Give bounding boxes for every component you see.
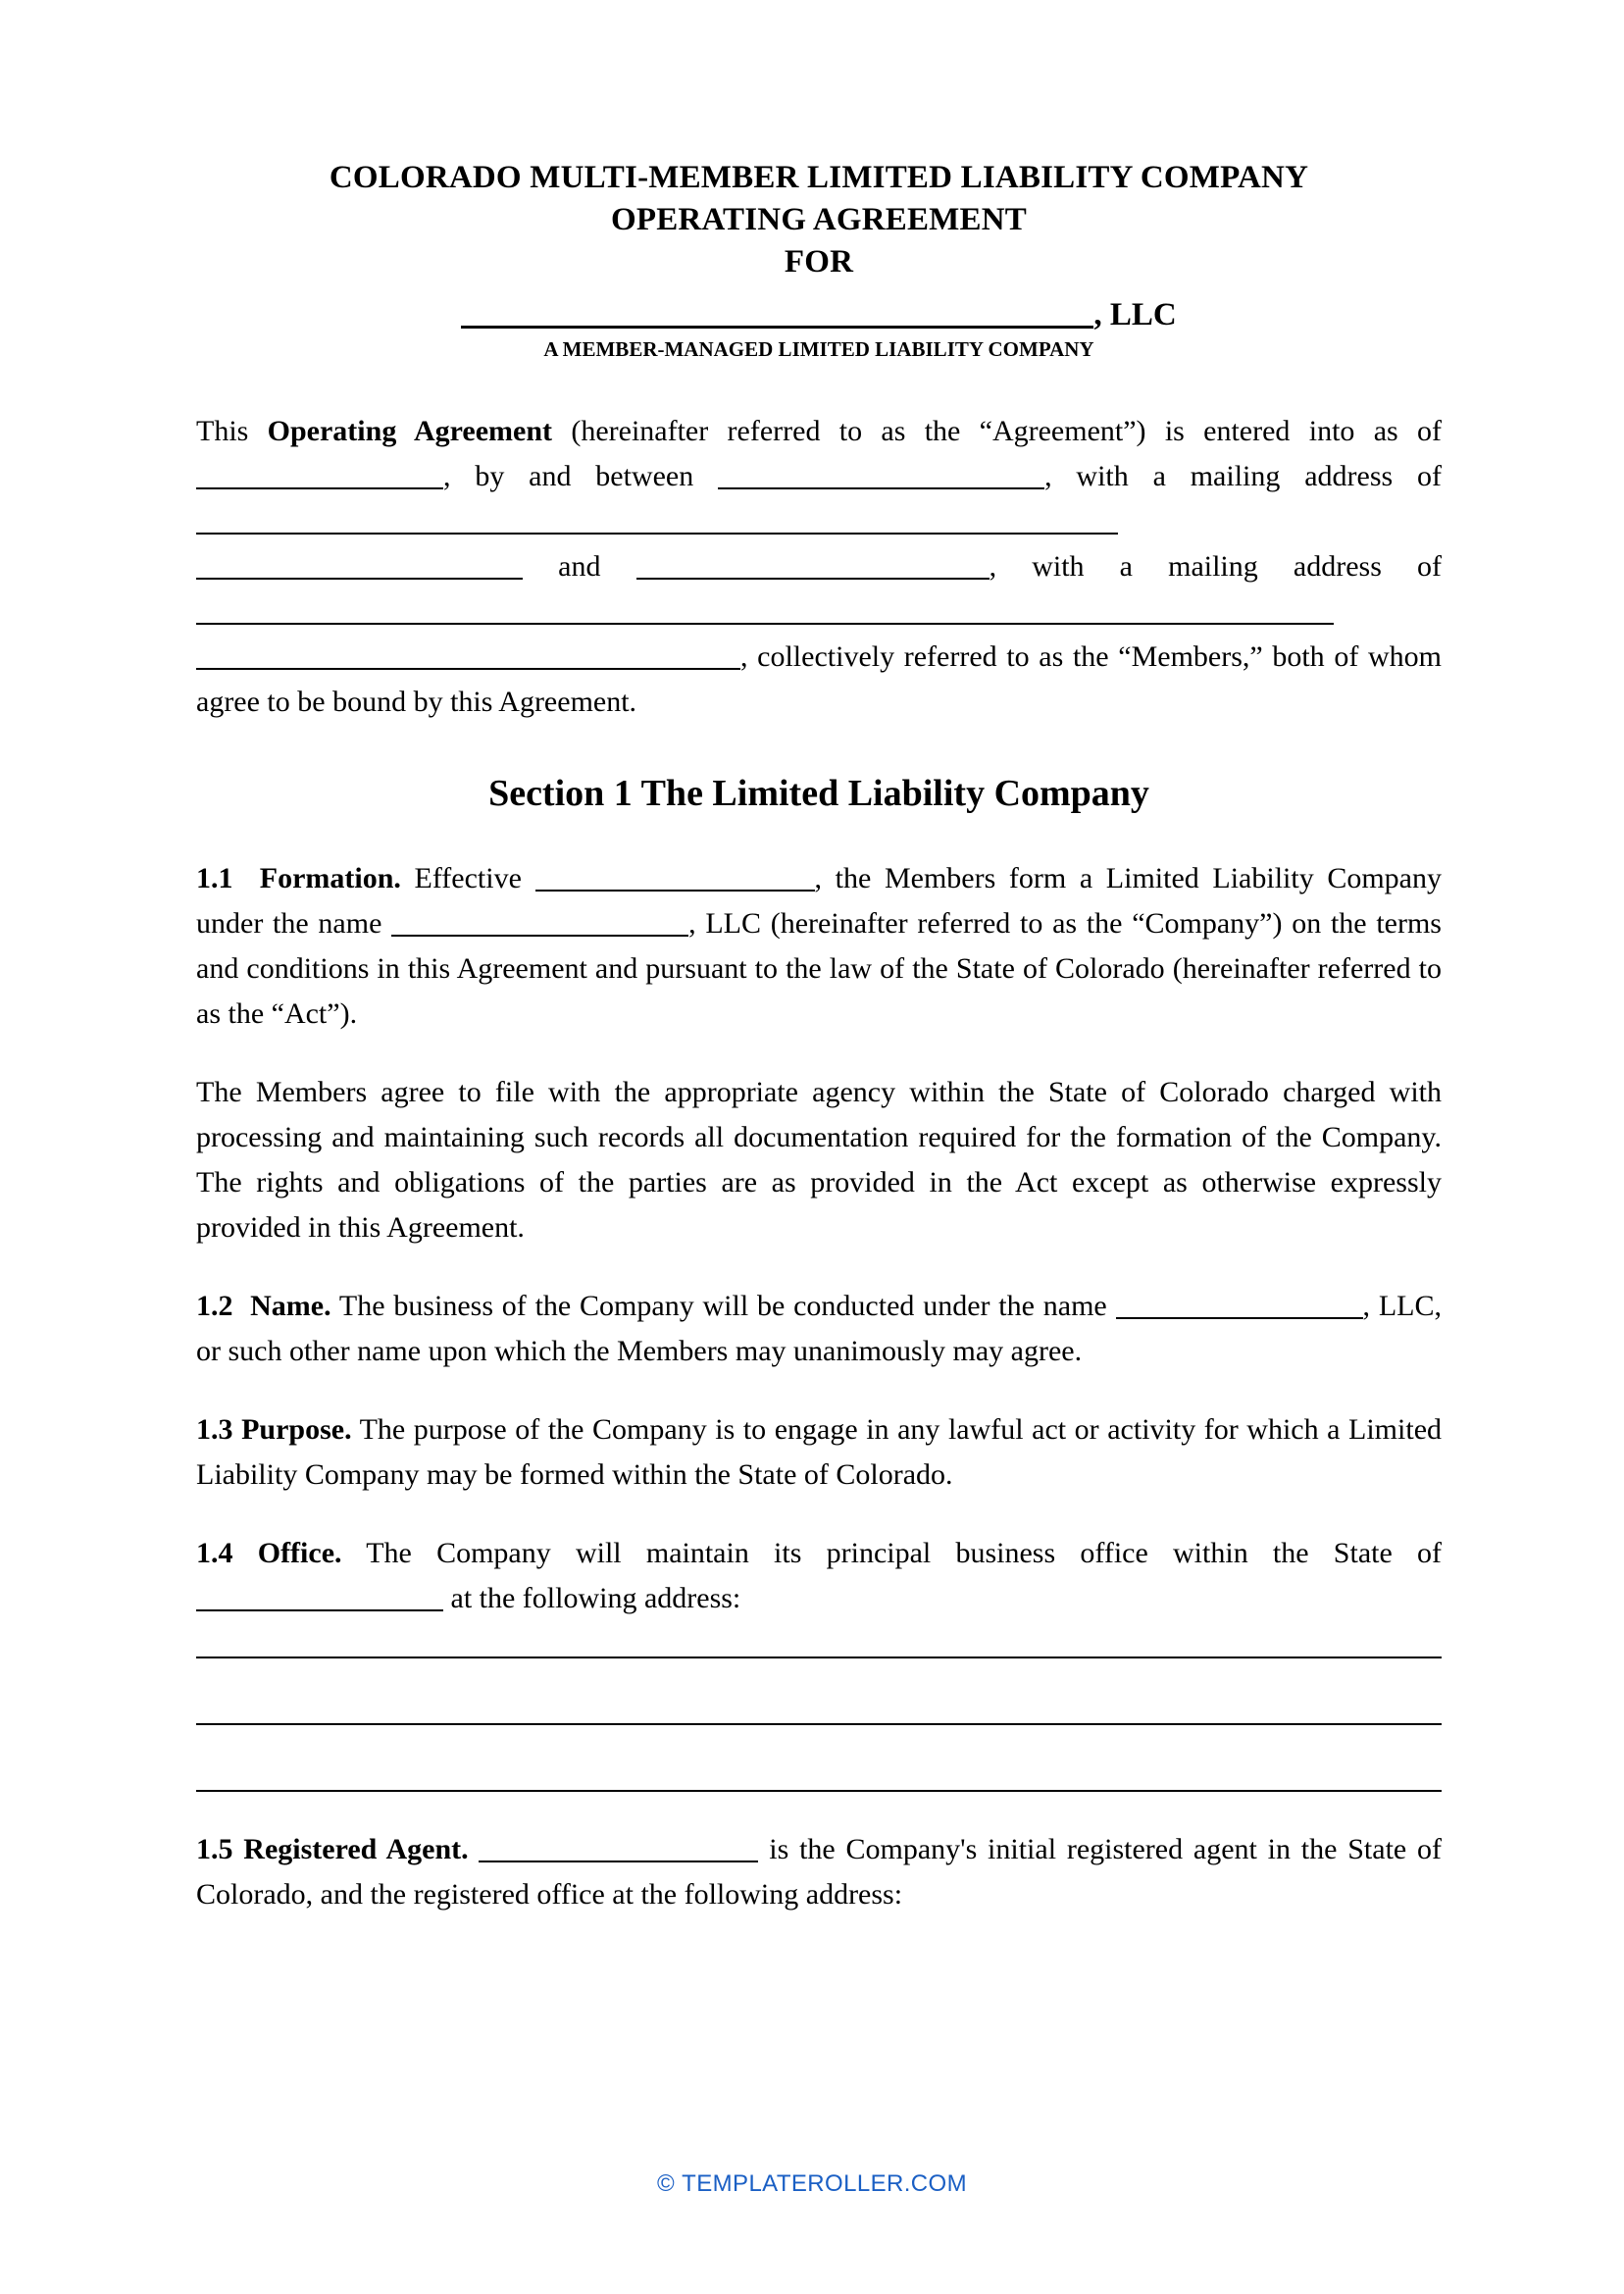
intro-text-5: and: [523, 550, 636, 583]
registered-agent-name-blank[interactable]: [479, 1835, 758, 1862]
document-subtitle: A MEMBER-MANAGED LIMITED LIABILITY COMPANY: [543, 337, 1094, 361]
section-1-4-number: 1.4: [196, 1537, 233, 1569]
section-1-heading: Section 1 The Limited Liability Company: [488, 773, 1149, 814]
intro-text-7: , collectively referred to as the “Members,” both of whom agree to be bound by this Agreement.: [196, 640, 1442, 718]
intro-bold-operating-agreement: Operating Agreement: [267, 415, 553, 447]
intro-date-blank[interactable]: [196, 462, 443, 489]
section-1-5-text-1: [469, 1833, 480, 1865]
section-1-1-formation: [196, 856, 1442, 1037]
section-1-2-text-2: , LLC, or such other name upon which the Members may unanimously may agree.: [196, 1290, 1443, 1367]
company-name-blank[interactable]: [461, 296, 1093, 329]
section-1-3-purpose: [196, 1407, 1442, 1498]
document-content: [196, 0, 1442, 1951]
intro-text-3: , by and between: [443, 460, 719, 492]
office-address-line-3[interactable]: [196, 1790, 1442, 1792]
formation-effective-date-blank[interactable]: [535, 864, 815, 892]
doc-title-line-1: COLORADO MULTI-MEMBER LIMITED LIABILITY COMPANY: [329, 160, 1309, 195]
intro-member2-address-blank-line1[interactable]: [196, 597, 1334, 625]
section-1-3-text-1: The purpose of the Company is to engage in any lawful act or activity for which a Limited Liability Company may be formed within the State of Colorado.: [196, 1413, 1443, 1491]
section-1-4-office: [196, 1531, 1442, 1621]
title-block: [196, 0, 1442, 362]
section-1-2-name: [196, 1284, 1442, 1374]
office-address-blank-lines: [196, 1657, 1442, 1792]
section-1-4-text-1: The Company will maintain its principal business office within the State of: [341, 1537, 1443, 1569]
intro-member1-address-blank-line2[interactable]: [196, 552, 523, 580]
section-1-5-title: Registered Agent.: [243, 1833, 469, 1865]
company-suffix: , LLC: [1093, 297, 1177, 332]
footer-site-name[interactable]: TEMPLATEROLLER.COM: [682, 2170, 967, 2197]
section-1-1-text-3: , LLC (hereinafter referred to as the “Company”) on the terms and conditions in this Agreement and pursuant to the law of the State of Colorado (hereinafter referred to as the “Act”).: [196, 907, 1442, 1030]
intro-text-1: This: [196, 415, 268, 447]
section-1-2-title: Name.: [250, 1290, 331, 1322]
name-company-name-blank[interactable]: [1116, 1292, 1363, 1319]
office-state-blank[interactable]: [196, 1584, 443, 1611]
section-1-4-title: Office.: [257, 1537, 342, 1569]
intro-member2-name-blank[interactable]: [636, 552, 990, 580]
office-address-line-1[interactable]: [196, 1657, 1442, 1658]
intro-text-2: (hereinafter referred to as the “Agreement”) is entered into as of: [552, 415, 1443, 447]
formation-company-name-blank[interactable]: [391, 909, 688, 937]
office-address-line-2[interactable]: [196, 1723, 1442, 1725]
section-1-5-registered-agent: [196, 1827, 1442, 1917]
page-footer: [0, 2170, 1624, 2198]
intro-member2-address-blank-line2[interactable]: [196, 642, 740, 670]
intro-member1-address-blank-line1[interactable]: [196, 507, 1118, 535]
section-1-2-text-1: The business of the Company will be conducted under the name: [330, 1290, 1116, 1322]
copyright-icon: ©: [657, 2170, 676, 2197]
section-1-2-number: 1.2: [196, 1290, 233, 1322]
section-1-1-text-2: , the Members form a Limited Liability Company under the name: [196, 862, 1442, 940]
section-1-3-title: Purpose.: [241, 1413, 352, 1446]
section-1-1-number: 1.1: [196, 862, 233, 894]
intro-paragraph: [196, 409, 1442, 725]
section-1-4-text-2: at the following address:: [443, 1582, 741, 1614]
company-name-line: [196, 295, 1442, 334]
section-1-5-number: 1.5: [196, 1833, 233, 1865]
intro-member1-name-blank[interactable]: [718, 462, 1044, 489]
doc-title-line-3: FOR: [784, 244, 854, 280]
section-1-1-text-1: Effective: [400, 862, 535, 894]
intro-text-4: , with a mailing address of: [1044, 460, 1442, 492]
document-body: [196, 409, 1442, 1917]
doc-title-line-2: OPERATING AGREEMENT: [611, 202, 1027, 237]
section-1-1-title: Formation.: [259, 862, 401, 894]
intro-text-6: , with a mailing address of: [989, 550, 1442, 583]
section-1-5-text-2: is the Company's initial registered agent in the State of Colorado, and the registered office at the following address:: [196, 1833, 1443, 1911]
section-1-1-formation-paragraph-2: The Members agree to file with the appropriate agency within the State of Colorado charged with processing and maintaining such records all documentation required for the formation of the Company. The rights and obligations of the parties are as provided in the Act except as otherwise expressly provided in this Agreement.: [196, 1076, 1442, 1244]
section-1-3-number: 1.3: [196, 1413, 233, 1446]
